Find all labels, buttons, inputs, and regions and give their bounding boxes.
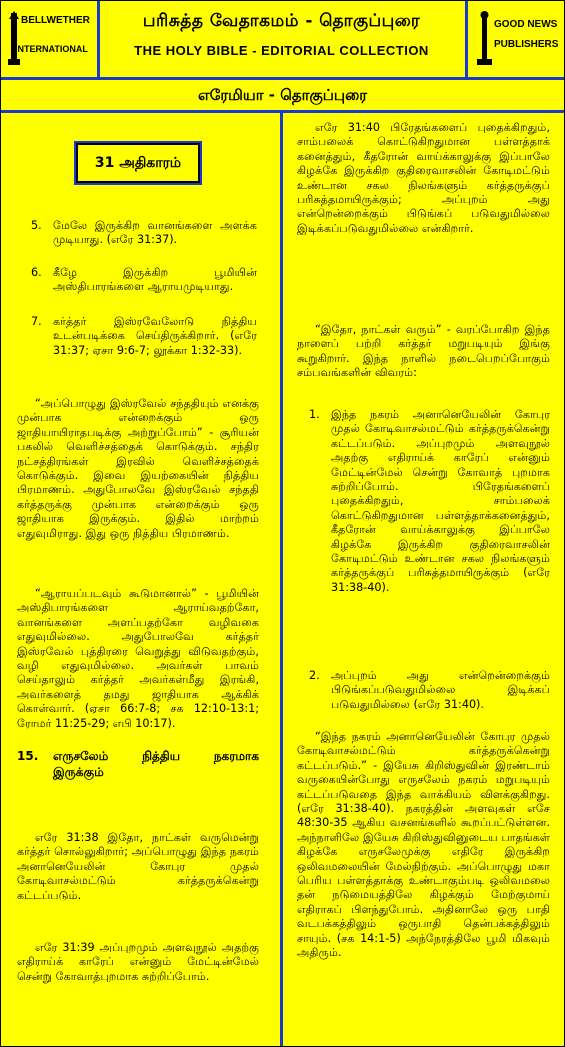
bellwether-logo — [1, 1, 100, 77]
book-title: எரேமியா - தொகுப்புரை — [1, 80, 564, 113]
right-column — [283, 113, 564, 1046]
paragraph: “அப்பொழுது இஸ்ரவேல் சந்ததியும் எனக்கு முன்பாக என்றைக்கும் ஒரு ஜாதியாயிராதபடிக்கு அற்றுப்போம்” - சூரியன் பகலில் வெளிச்சத்தைக் கொடுக்கும். சந்திர நட்சத்திரங்கள் இரவில் வெளிச்சத்தைக் கொடுக்கும். இவை இயற்கையின் நித்திய பிரமாணம். அதுபோலவே இஸ்ரவேல் சந்ததி கர்த்தருக்கு முன்பாக என்றைக்கும் ஒரு ஜாதியாக இருக்கும். இதில் மாற்றம் எதுவுமிராது. இது ஒரு நித்திய பிரமாணம். — [17, 397, 259, 540]
paragraph: “இதோ, நாட்கள் வரும்” - வரப்போகிற இந்த நாளைப் பற்றி கர்த்தர் மறுபடியும் இங்கு கூறுகிறார். இந்த நாளில் நடைபெறப்போகும் சம்பவங்களின் விவரம்: — [297, 323, 550, 380]
chapter-heading: 31 அதிகாரம் — [74, 141, 202, 185]
paragraph: எரே 31:39 அப்புறமும் அளவுநூல் அதற்கு எதிராய்க் காரேப் என்னும் மேட்டின்மேல் சென்று கோவாத்புறமாக சுற்றிப்போம். — [17, 941, 259, 983]
right-logo-line1: GOOD NEWS — [494, 19, 558, 30]
header — [1, 1, 564, 80]
list-item-number: 6. — [31, 266, 42, 279]
title-english: THE HOLY BIBLE - EDITORIAL COLLECTION — [134, 43, 429, 58]
list-item-number: 1. — [309, 408, 320, 421]
section-number: 15. — [17, 749, 39, 763]
right-logo-line2: PUBLISHERS — [494, 39, 559, 50]
left-logo-line1: BELLWETHER — [21, 15, 90, 26]
paragraph: “ஆராயப்படவும் கூடுமானால்” - பூமியின் அஸ்திபாரங்களை ஆராய்வதற்கோ, வானங்களை அளப்பதற்கோ வழிவகை எதுவுமில்லை. அதுபோலவே கர்த்தர் இஸ்ரவேல் புத்திரரை வெறுத்து விடுவதற்கும், வழி எதுவுமில்லை. அவர்கள் பாவம் செய்தாலும் கர்த்தர் அவர்கள்மீது இரங்கி, அவர்களைத் தமது ஜாதியாக ஆக்கிக் கொள்வார். (ஏசா 66:7-8; சக 12:10-13:1; ரோமர் 11:25-29; எபி 10:17). — [17, 587, 259, 730]
section-heading-line2: இருக்கும் — [53, 765, 104, 779]
list-item-text: அப்புறம் அது என்றென்றைக்கும் பிடுங்கப்படுவதுமில்லை இடிக்கப் படுவதுமில்லை (எரே 31:40). — [331, 669, 550, 711]
good-news-logo-icon — [474, 9, 554, 67]
paragraph: “இந்த நகரம் அனானெயேலின் கோபுர முதல் கோடிவாசல்மட்டும் கர்த்தருக்கென்று கட்டப்படும்.” - இயேசு கிறிஸ்துவின் இரண்டாம் வருகையின்போது எருசலேம் நகரம் மறுபடியும் கட்டப்படுவதை இந்த வாக்கியம் விளக்குகிறது. (எரே 31:38-40). நகரத்தின் அளவுகள் எசே 48:30-35 ஆகிய வசனங்களில் கூறப்பட்டுள்ளன. அந்நாளிலே இயேசு கிறிஸ்துவினுடைய பாதங்கள் கிழக்கே எருசலேமுக்கு எதிரே இருக்கிற ஒலிவமலையின் மேல்நிற்கும். அப்பொழுது மகா பெரிய பள்ளத்தாக்கு உண்டாகும்படி ஒலிவமலை தன் நடுமையத்திலே கிழக்கும் மேற்குமாய் எதிராகப் பிளந்துபோம். அதினாலே ஒரு பாதி வடபக்கத்திலும் ஒருபாதி தென்பக்கத்திலும் சாயும். (சக 14:1-5) அந்நேரத்திலே பூமி மிகவும் அதிரும். — [297, 730, 550, 960]
paragraph: எரே 31:40 பிரேதங்களைப் புதைக்கிறதும், சாம்பலைக் கொட்டுகிறதுமான பள்ளத்தாக் கனைத்தும், கீதரோன் வாய்க்காலுக்கு இப்பாலே கிழக்கே இருக்கிற குதிரைவாசலின் கோடிமட்டும் உண்டான சகல நிலங்களும் கர்த்தருக்குப் பரிசுத்தமாயிருக்கும்; அப்புறம் அது என்றென்றைக்கும் பிடுங்கப் படுவதுமில்லை இடிக்கப்படுவதுமில்லை என்கிறார். — [297, 121, 550, 235]
section-heading-line1: எருசலேம் நித்திய நகரமாக — [53, 749, 259, 763]
title-area — [100, 1, 463, 77]
list-item-number: 2. — [309, 669, 320, 682]
title-tamil: பரிசுத்த வேதாகமம் - தொகுப்புரை — [142, 11, 421, 31]
list-item-text: கர்த்தர் இஸ்ரவேலோடு நித்திய உடன்படிக்கை செய்திருக்கிறார். (எரே 31:37; ஏசா 9:6-7; லூக்கா 1:32-33). — [53, 315, 257, 357]
list-item-number: 7. — [31, 315, 42, 328]
list-item-text: மேலே இருக்கிற வானங்களை அளக்க முடியாது. (எரே 31:37). — [53, 219, 257, 247]
good-news-logo — [465, 1, 564, 77]
paragraph: எரே 31:38 இதோ, நாட்கள் வருமென்று கர்த்தர் சொல்லுகிறார்; அப்பொழுது இந்த நகரம் அனானெயேலின் கோபுர முதல் கோடிவாசல்மட்டும் கர்த்தருக்கென்று கட்டப்படும். — [17, 831, 259, 902]
list-item-text: கீழே இருக்கிற பூமியின் அஸ்திபாரங்களை ஆராயமுடியாது. — [53, 266, 257, 294]
left-column — [1, 113, 283, 1046]
list-item-number: 5. — [31, 219, 42, 232]
left-logo-line2: INTERNATIONAL — [15, 44, 88, 54]
list-item-text: இந்த நகரம் அனானெயேலின் கோபுர முதல் கோடிவாசல்மட்டும் கர்த்தருக்கென்று கட்டப்படும். அப்புறமும் அளவுநூல் அதற்கு எதிராய்க் காரேப் என்னும் மேட்டின்மேல் சென்று கோவாத் புறமாக சுற்றிப்போம். பிரேதங்களைப் புதைக்கிறதும், சாம்பலைக் கொட்டுகிறதுமான பள்ளத்தாக்கனைத்தும், கீதரோன் வாய்க்காலுக்கு இப்பாலே கிழக்கே இருக்கிற குதிரைவாசலின் கோடிமட்டும் உண்டான சகல நிலங்களும் கர்த்தருக்குப் பரிசுத்தமாயிருக்கும் (எரே 31:38-40). — [331, 408, 550, 594]
